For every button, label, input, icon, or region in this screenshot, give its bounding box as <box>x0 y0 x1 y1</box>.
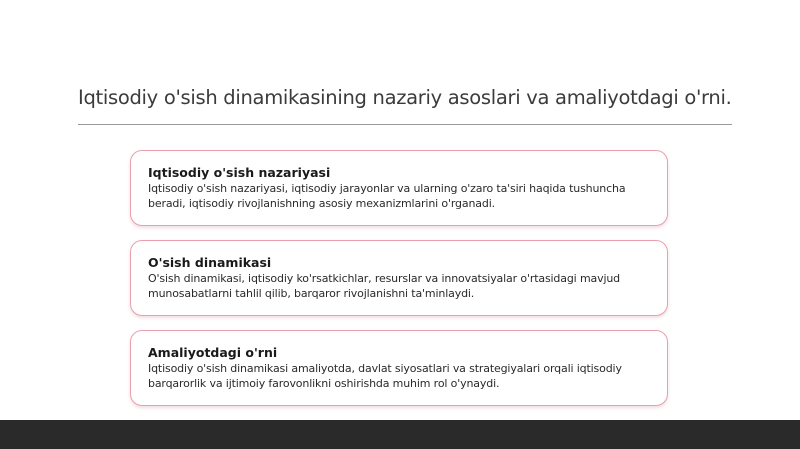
footer-bar <box>0 420 800 449</box>
card-title: Iqtisodiy o'sish nazariyasi <box>148 165 331 180</box>
card-body: O'sish dinamikasi, iqtisodiy ko'rsatkichlar, resurslar va innovatsiyalar o'rtasidagi mavjud munosabatlarni tahlil qilib, barqaror rivojlanishni ta'minlaydi. <box>148 272 621 300</box>
card-body: Iqtisodiy o'sish nazariyasi, iqtisodiy jarayonlar va ularning o'zaro ta'siri haqida tushuncha beradi, iqtisodiy rivojlanishning asosiy mexanizmlarini o'rganadi. <box>148 182 626 210</box>
card-practical-role <box>130 330 668 406</box>
card-title: Amaliyotdagi o'rni <box>148 345 278 360</box>
card-growth-dynamics <box>130 240 668 316</box>
card-body: Iqtisodiy o'sish dinamikasi amaliyotda, davlat siyosatlari va strategiyalari orqali iqtisodiy barqarorlik va ijtimoiy farovonlikni oshirishda muhim rol o'ynaydi. <box>148 362 622 390</box>
card-title: O'sish dinamikasi <box>148 255 272 270</box>
slide-title: Iqtisodiy o'sish dinamikasining nazariy asoslari va amaliyotdagi o'rni. <box>78 86 732 109</box>
title-divider <box>78 124 732 125</box>
card-economic-growth-theory <box>130 150 668 226</box>
